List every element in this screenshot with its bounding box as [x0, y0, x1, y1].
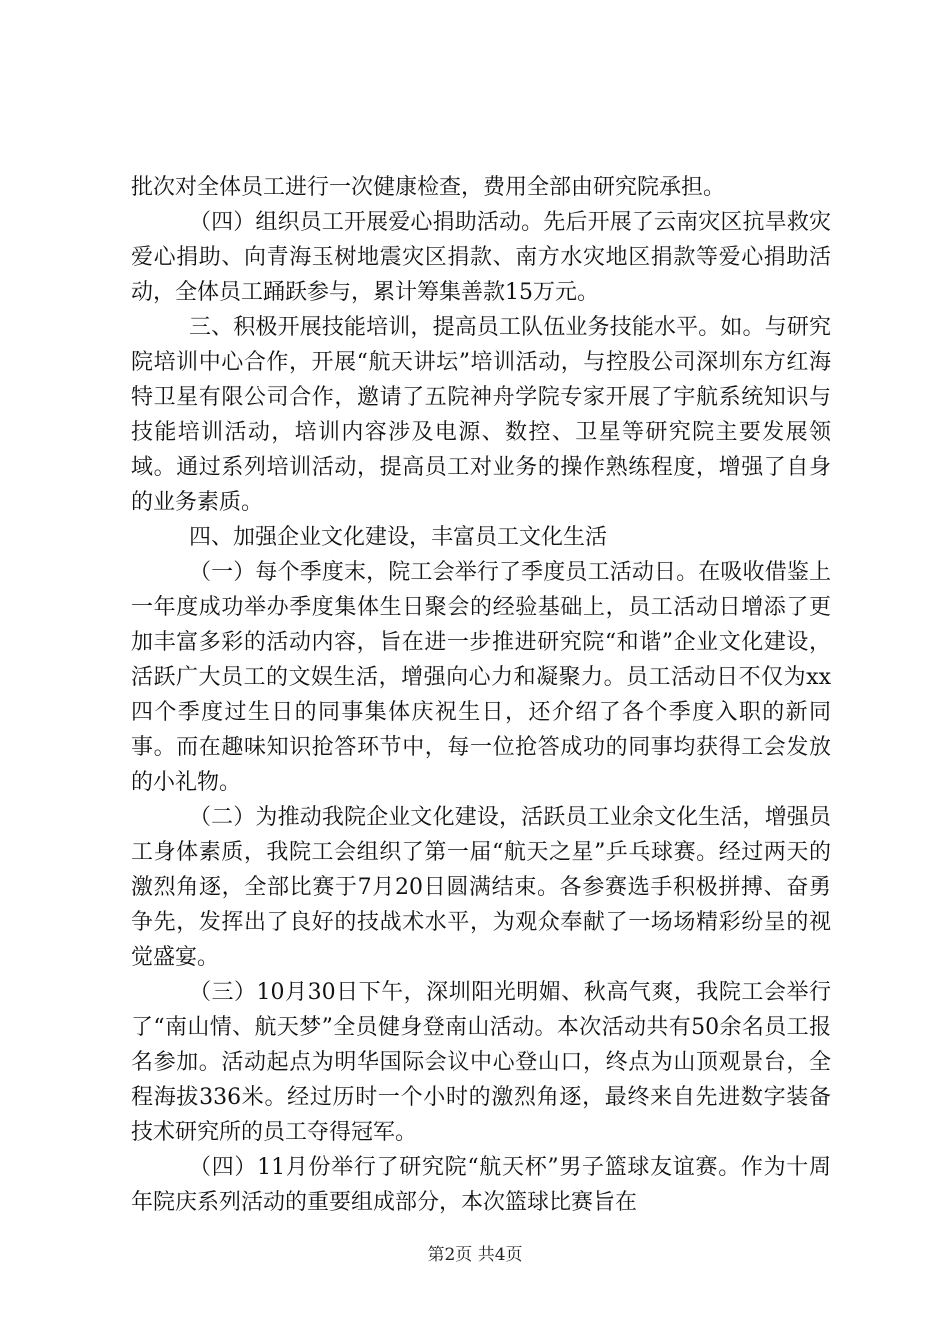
body-paragraph: 四、加强企业文化建设，丰富员工文化生活: [189, 525, 608, 550]
body-paragraph: （一）每个季度末，院工会举行了季度员工活动日。在吸收借鉴上一年度成功举办季度集体生日聚会的经验基础上，员工活动日增添了更加丰富多彩的活动内容，旨在进一步推进研究院“和谐”企业文化建设，活跃广大员工的文娱生活，增强向心力和凝聚力。员工活动日不仅为xx四个季度过生日的同事集体庆祝生日，还介绍了各个季度入职的新同事。而在趣味知识抢答环节中，每一位抢答成功的同事均获得工会发放的小礼物。: [131, 560, 831, 795]
body-paragraph: （四）11月份举行了研究院“航天杯”男子篮球友谊赛。作为十周年院庆系列活动的重要组成部分，本次篮球比赛旨在: [131, 1155, 831, 1215]
page-footer: 第2页 共4页: [427, 1245, 523, 1265]
body-paragraph: 批次对全体员工进行一次健康检查，费用全部由研究院承担。: [131, 175, 726, 200]
body-paragraph: 三、积极开展技能培训，提高员工队伍业务技能水平。如。与研究院培训中心合作，开展“航天讲坛”培训活动，与控股公司深圳东方红海特卫星有限公司合作，邀请了五院神舟学院专家开展了宇航系统知识与技能培训活动，培训内容涉及电源、数控、卫星等研究院主要发展领域。通过系列培训活动，提高员工对业务的操作熟练程度，增强了自身的业务素质。: [131, 315, 831, 515]
body-paragraph: （四）组织员工开展爱心捐助活动。先后开展了云南灾区抗旱救灾爱心捐助、向青海玉树地震灾区捐款、南方水灾地区捐款等爱心捐助活动，全体员工踊跃参与，累计筹集善款15万元。: [131, 210, 831, 305]
body-paragraph: （三）10月30日下午，深圳阳光明媚、秋高气爽，我院工会举行了“南山情、航天梦”全员健身登南山活动。本次活动共有50余名员工报名参加。活动起点为明华国际会议中心登山口，终点为山顶观景台，全程海拔336米。经过历时一个小时的激烈角逐，最终来自先进数字装备技术研究所的员工夺得冠军。: [131, 980, 831, 1145]
document-body: [131, 170, 831, 1220]
body-paragraph: （二）为推动我院企业文化建设，活跃员工业余文化生活，增强员工身体素质，我院工会组织了第一届“航天之星”乒乓球赛。经过两天的激烈角逐，全部比赛于7月20日圆满结束。各参赛选手积极拼搏、奋勇争先，发挥出了良好的技战术水平，为观众奉献了一场场精彩纷呈的视觉盛宴。: [131, 805, 831, 970]
